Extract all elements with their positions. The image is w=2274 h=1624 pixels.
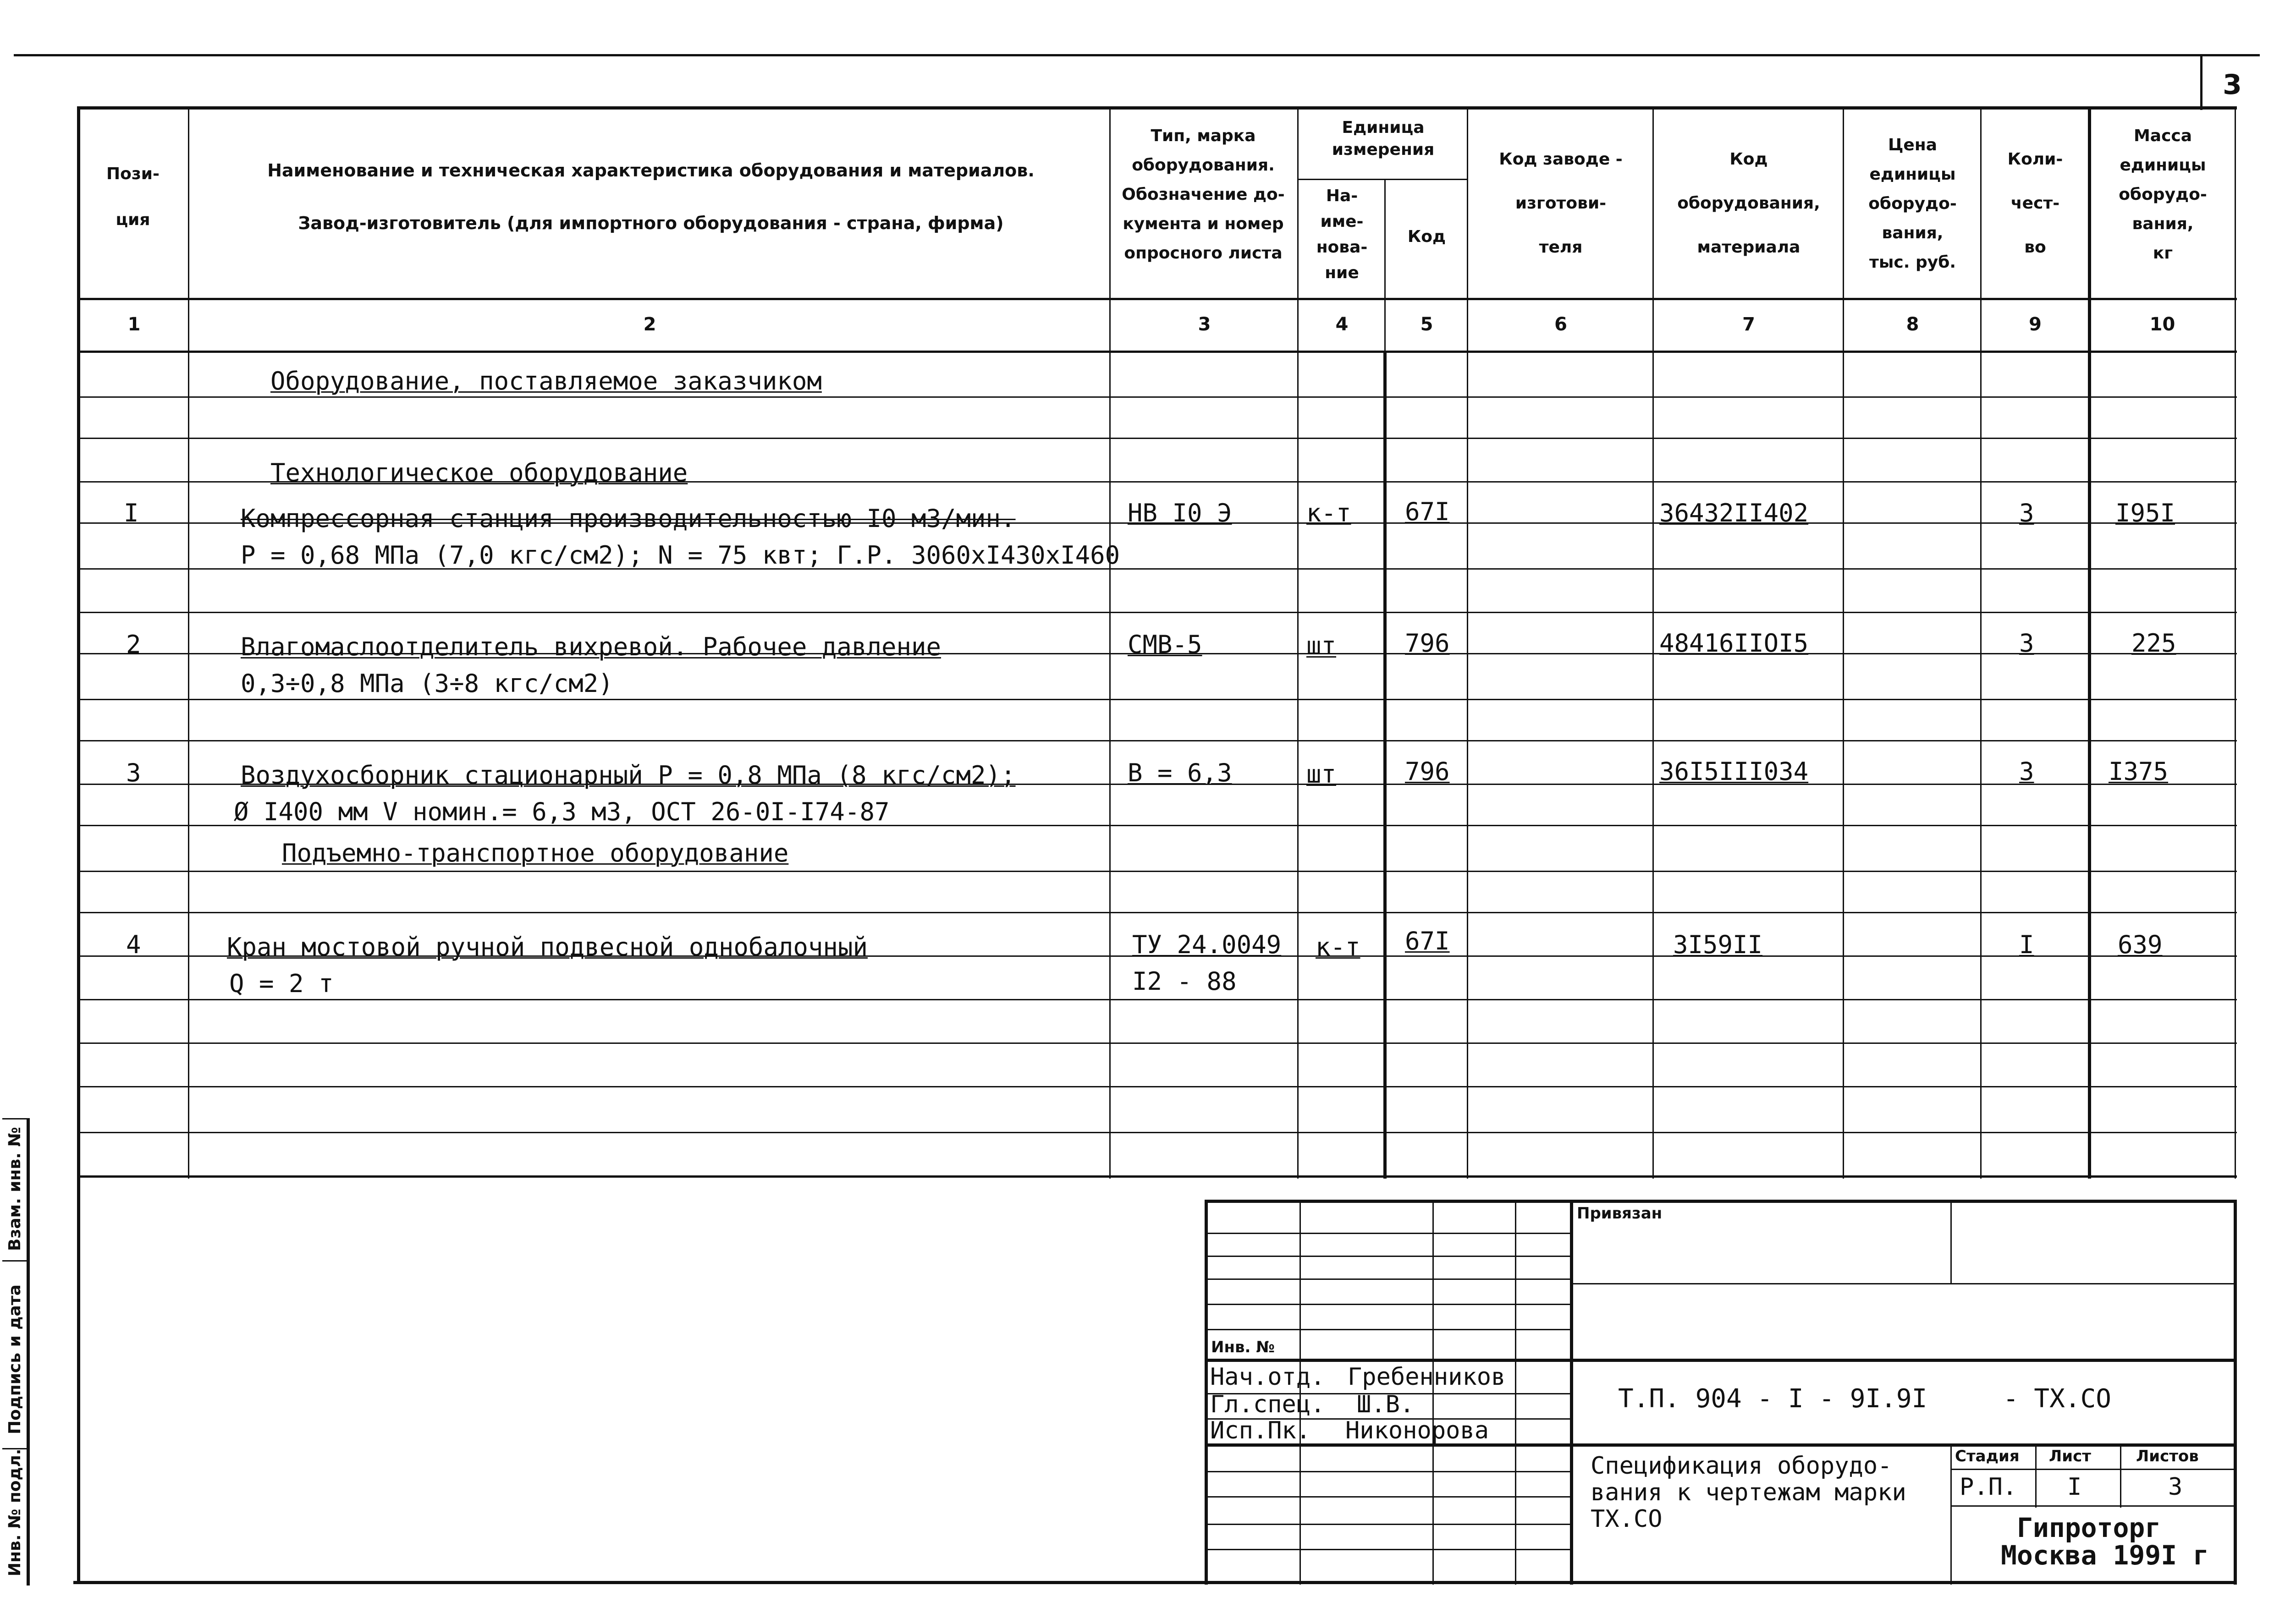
header-col6: Код заводе - изготови- теля bbox=[1499, 150, 1623, 257]
stamp-col bbox=[2120, 1443, 2121, 1508]
table-left-border bbox=[77, 106, 80, 1584]
header-unit-group: Единица измерения bbox=[1332, 118, 1435, 159]
row-position: I bbox=[124, 499, 139, 527]
row-line bbox=[78, 1132, 2237, 1133]
col-line-7 bbox=[1652, 106, 1654, 1179]
row-mass: I375 bbox=[2109, 757, 2169, 786]
stamp-mark: - ТХ.СО bbox=[2003, 1384, 2112, 1414]
stamp-sheets-label: Листов bbox=[2136, 1447, 2199, 1465]
col-number: 8 bbox=[1906, 314, 1919, 335]
col-line-3 bbox=[1297, 106, 1299, 1179]
col-number: 1 bbox=[127, 314, 141, 335]
stamp-city-year: Москва 199I г bbox=[2001, 1540, 2209, 1571]
table-bottom-border bbox=[73, 1581, 2237, 1584]
header-col5: Код bbox=[1407, 227, 1446, 246]
row-type: В = 6,3 bbox=[1128, 758, 1232, 787]
row-mass: 639 bbox=[2118, 930, 2163, 959]
row-type: НВ I0 Э bbox=[1128, 499, 1232, 527]
stamp-col bbox=[1950, 1200, 1952, 1284]
stamp-col bbox=[2035, 1443, 2037, 1508]
stamp-privyazan: Привязан bbox=[1577, 1204, 1663, 1223]
binding-strip-divider bbox=[2, 1260, 29, 1262]
row-unit: шт bbox=[1306, 760, 1337, 789]
header-col2-line2: Завод-изготовитель (для импортного оборудования - страна, фирма) bbox=[298, 213, 1004, 233]
header-col10: Масса единицы оборудо- вания, кг bbox=[2119, 126, 2207, 263]
row-equipment-code: 36432II402 bbox=[1659, 499, 1809, 527]
row-name-line2: Ø I400 мм V номин.= 6,3 м3, ОСТ 26-0I-I74-87 bbox=[234, 797, 890, 826]
sheet-number: 3 bbox=[2223, 69, 2242, 101]
section-heading: Технологическое оборудование bbox=[270, 458, 688, 487]
row-line bbox=[78, 438, 2237, 439]
row-quantity: I bbox=[2019, 930, 2034, 959]
stamp-row bbox=[1950, 1505, 2235, 1507]
col-line-1 bbox=[188, 106, 189, 1179]
stamp-name: Никонорова bbox=[1345, 1417, 1489, 1444]
row-equipment-code: 3I59II bbox=[1673, 930, 1763, 959]
row-name-line1: Воздухосборник стационарный Р = 0,8 МПа (8 кгс/см2); bbox=[241, 761, 1016, 790]
col-number: 10 bbox=[2149, 314, 2175, 335]
col-line-5 bbox=[1383, 351, 1387, 1179]
header-col7: Код оборудования, материала bbox=[1677, 150, 1820, 257]
stamp-sheets: 3 bbox=[2168, 1473, 2183, 1501]
row-quantity: 3 bbox=[2019, 499, 2034, 527]
col-number: 5 bbox=[1420, 314, 1433, 335]
stamp-sheet: I bbox=[2067, 1473, 2082, 1501]
sheet-number-divider bbox=[2200, 55, 2202, 110]
stamp-row bbox=[1206, 1278, 1570, 1280]
stamp-organization: Гипроторг bbox=[2017, 1512, 2161, 1543]
row-position: 4 bbox=[126, 930, 141, 959]
col-number: 6 bbox=[1554, 314, 1567, 335]
stamp-row bbox=[1206, 1359, 2237, 1362]
stamp-col bbox=[1570, 1200, 1573, 1585]
col-line-10 bbox=[2088, 106, 2091, 1179]
stamp-col bbox=[1515, 1200, 1516, 1585]
row-position: 3 bbox=[126, 758, 141, 787]
row-unit: к-т bbox=[1316, 933, 1360, 961]
stamp-left-border bbox=[1205, 1200, 1208, 1585]
row-mass: I95I bbox=[2115, 499, 2175, 527]
col-line-2 bbox=[1109, 106, 1111, 1179]
col-line-6 bbox=[1467, 106, 1468, 1179]
top-rule bbox=[14, 54, 2260, 56]
side-label-inv-no: Инв. № подл. bbox=[6, 1448, 24, 1576]
row-name-line2: 0,3÷0,8 МПа (3÷8 кгс/см2) bbox=[241, 669, 613, 698]
stamp-row bbox=[1206, 1304, 1570, 1305]
row-name-line1: Влагомаслоотделитель вихревой. Рабочее давление bbox=[241, 632, 942, 661]
row-line bbox=[78, 912, 2237, 913]
stamp-sheet-label: Лист bbox=[2049, 1447, 2091, 1465]
col-number: 7 bbox=[1742, 314, 1755, 335]
row-line bbox=[78, 612, 2237, 613]
row-line bbox=[78, 1175, 2237, 1178]
stamp-inv-no: Инв. № bbox=[1211, 1338, 1275, 1356]
row-line bbox=[78, 871, 2237, 872]
stamp-row bbox=[1206, 1233, 1570, 1234]
header-col1: Пози- ция bbox=[106, 165, 160, 229]
row-type-line2: I2 - 88 bbox=[1132, 967, 1237, 996]
row-quantity: 3 bbox=[2019, 757, 2034, 786]
section-heading: Оборудование, поставляемое заказчиком bbox=[270, 367, 822, 395]
row-equipment-code: 36I5III034 bbox=[1659, 757, 1809, 786]
col-line-right bbox=[2235, 106, 2236, 1179]
row-unit: шт bbox=[1306, 631, 1337, 660]
stamp-stage: Р.П. bbox=[1960, 1473, 2017, 1501]
binding-strip-line bbox=[27, 1118, 30, 1586]
col-line-8 bbox=[1843, 106, 1844, 1179]
stamp-title: Спецификация оборудо- вания к чертежам марки ТХ.СО bbox=[1591, 1452, 1906, 1533]
col-number: 4 bbox=[1335, 314, 1349, 335]
stamp-row bbox=[1206, 1329, 1570, 1330]
row-unit-code: 796 bbox=[1405, 629, 1450, 658]
col-number: 3 bbox=[1198, 314, 1211, 335]
section-heading: Подъемно-транспортное оборудование bbox=[282, 839, 789, 867]
stamp-top-border bbox=[1206, 1200, 2237, 1203]
stamp-role: Нач.отд. bbox=[1210, 1363, 1325, 1391]
row-name-line1: Компрессорная станция производительностью I0 м3/мин. bbox=[241, 504, 1016, 533]
row-name-line2: Р = 0,68 МПа (7,0 кгс/см2); N = 75 квт; Г.Р. 3060хI430хI460 bbox=[241, 541, 1120, 570]
col-number: 2 bbox=[643, 314, 656, 335]
row-name-line2: Q = 2 т bbox=[229, 969, 334, 998]
stamp-row bbox=[1206, 1496, 1570, 1498]
row-equipment-code: 48416IIOI5 bbox=[1659, 629, 1809, 658]
row-unit-code: 67I bbox=[1405, 927, 1450, 955]
header-col4: На- име- нова- ние bbox=[1316, 187, 1368, 282]
stamp-row bbox=[1206, 1549, 1570, 1550]
row-quantity: 3 bbox=[2019, 629, 2034, 658]
unit-group-rule bbox=[1297, 179, 1467, 180]
row-line bbox=[78, 999, 2237, 1000]
header-col2-line1: Наименование и техническая характеристика оборудования и материалов. bbox=[267, 160, 1035, 181]
stamp-col bbox=[1950, 1443, 1952, 1585]
row-line bbox=[78, 396, 2237, 398]
row-mass: 225 bbox=[2131, 629, 2176, 658]
col-number: 9 bbox=[2029, 314, 2042, 335]
row-type: СМВ-5 bbox=[1128, 630, 1202, 659]
numbers-bottom-rule bbox=[78, 351, 2237, 353]
stamp-role: Гл.спец. bbox=[1210, 1391, 1325, 1418]
header-col8: Цена единицы оборудо- вания, тыс. руб. bbox=[1868, 136, 1957, 272]
row-line bbox=[78, 1086, 2237, 1087]
stamp-row bbox=[1206, 1471, 1570, 1472]
row-line bbox=[78, 699, 2237, 700]
row-type: ТУ 24.0049 bbox=[1132, 930, 1282, 959]
stamp-role: Исп.Пк. bbox=[1210, 1417, 1311, 1444]
col-line-9 bbox=[1980, 106, 1982, 1179]
row-unit-code: 796 bbox=[1405, 757, 1450, 786]
stamp-row bbox=[1570, 1283, 2235, 1284]
stamp-right-border bbox=[2234, 1200, 2237, 1585]
side-label-replacement-inv: Взам. инв. № bbox=[6, 1127, 24, 1251]
stamp-name: Ш.В. bbox=[1357, 1391, 1415, 1418]
stamp-row bbox=[1206, 1256, 1570, 1257]
stamp-stage-label: Стадия bbox=[1955, 1447, 2020, 1465]
side-label-signature-date: Подпись и дата bbox=[6, 1284, 24, 1434]
header-bottom-rule bbox=[78, 298, 2237, 300]
row-unit: к-т bbox=[1306, 499, 1351, 527]
stamp-col bbox=[1432, 1200, 1434, 1585]
row-name-line1: Кран мостовой ручной подвесной однобалочный bbox=[227, 933, 868, 961]
stamp-doc-code: Т.П. 904 - I - 9I.9I bbox=[1618, 1384, 1927, 1414]
stamp-row bbox=[1206, 1524, 1570, 1525]
stamp-row bbox=[1950, 1469, 2235, 1470]
header-col3: Тип, марка оборудования. Обозначение до- кумента и номер опросного листа bbox=[1122, 126, 1285, 263]
stamp-name: Гребенников bbox=[1348, 1363, 1506, 1391]
row-line bbox=[78, 1042, 2237, 1044]
table-top-border bbox=[78, 106, 2237, 110]
row-line bbox=[78, 740, 2237, 741]
row-position: 2 bbox=[126, 630, 141, 659]
row-unit-code: 67I bbox=[1405, 497, 1450, 526]
header-col9: Коли- чест- во bbox=[2007, 150, 2063, 257]
binding-strip-divider bbox=[2, 1118, 29, 1119]
